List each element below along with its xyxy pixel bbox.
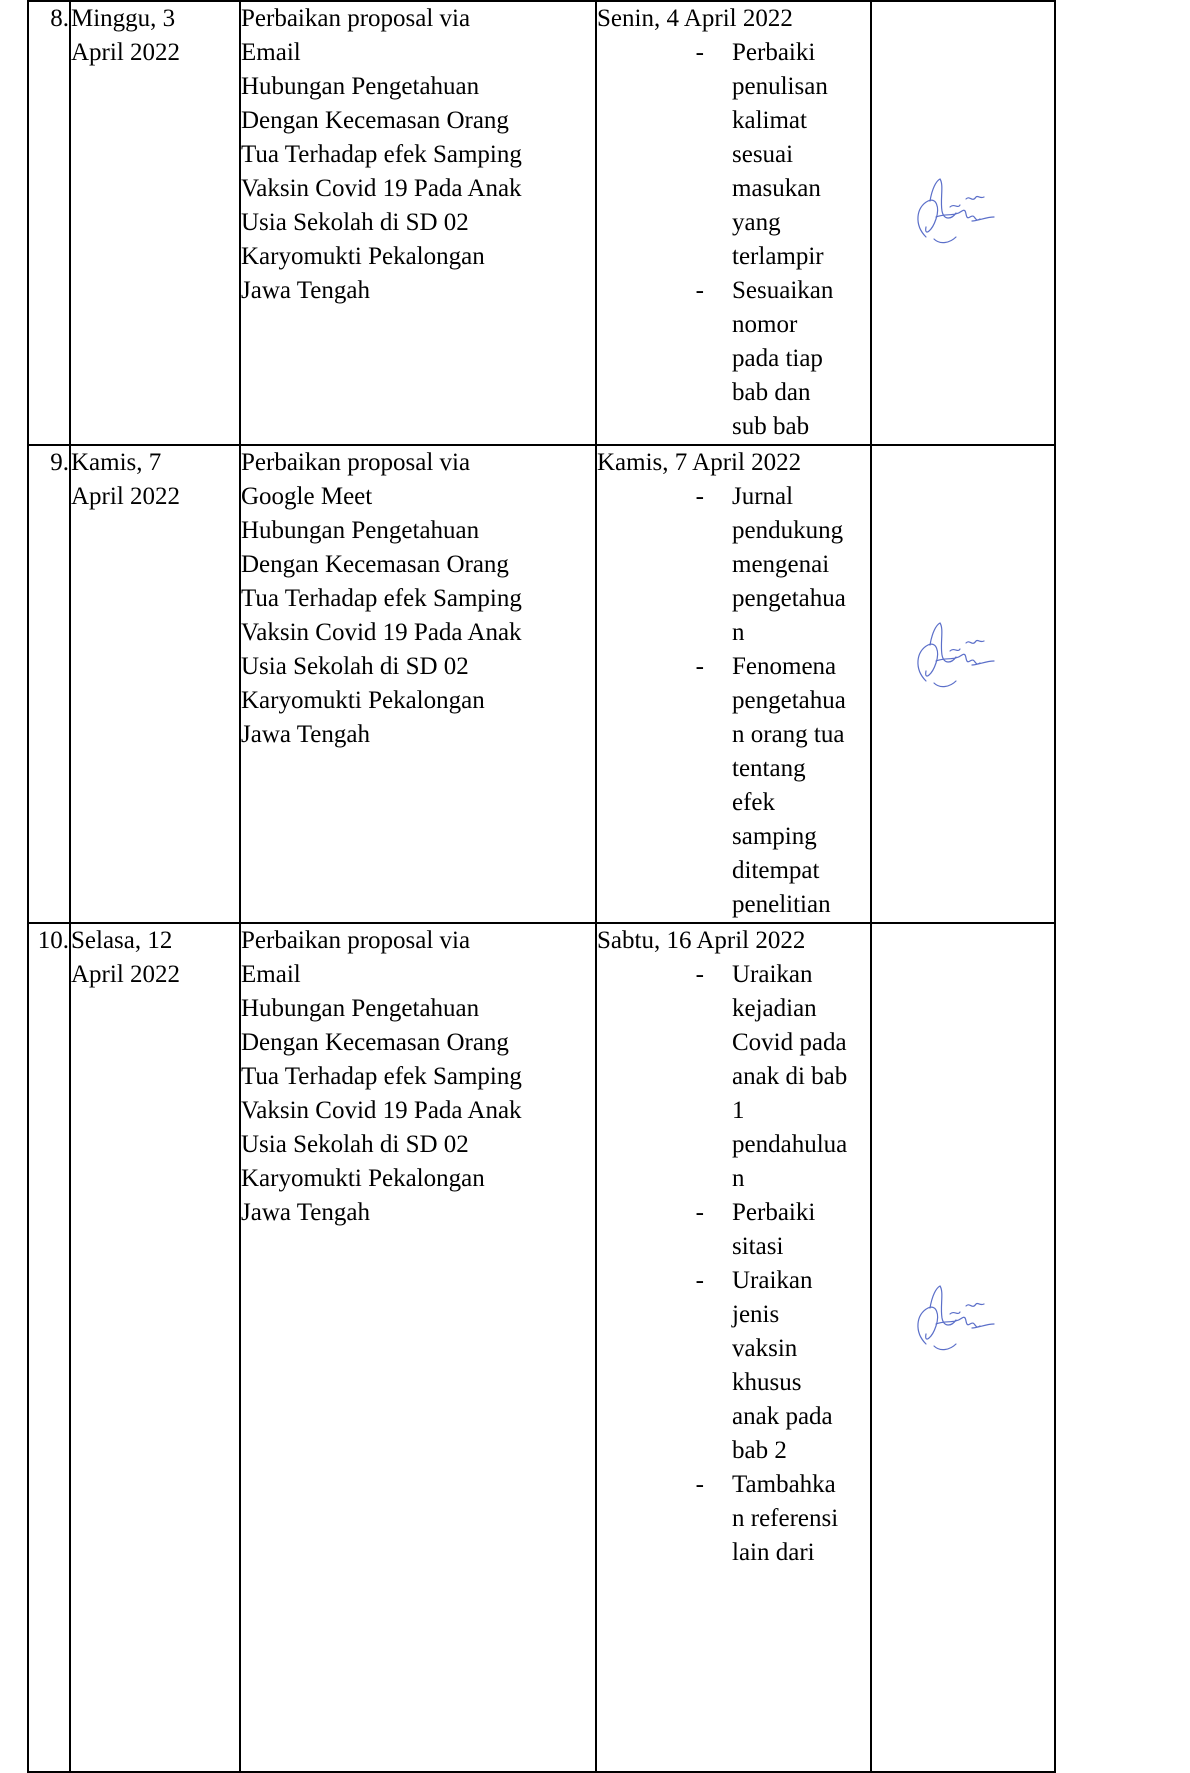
feedback-line: sitasi	[732, 1233, 784, 1260]
table-row	[28, 1, 1055, 445]
date-line: April 2022	[71, 39, 181, 66]
date-line: April 2022	[71, 961, 181, 988]
row-number-cell	[28, 923, 70, 1772]
bullet-dash: -	[695, 1199, 704, 1226]
feedback-item-text	[732, 36, 828, 274]
feedback-line: yang	[732, 209, 781, 236]
feedback-line: Perbaiki	[732, 1199, 816, 1226]
feedback-line: masukan	[732, 175, 821, 202]
date-cell	[70, 445, 240, 923]
feedback-item	[597, 1264, 870, 1468]
feedback-item	[597, 480, 870, 650]
feedback-line: samping	[732, 823, 817, 850]
activity-line: Dengan Kecemasan Orang	[241, 107, 509, 134]
activity-line: Vaksin Covid 19 Pada Anak	[241, 619, 522, 646]
row-number: 9.	[50, 449, 69, 476]
feedback-cell	[596, 1, 871, 445]
feedback-line: kejadian	[732, 995, 817, 1022]
feedback-line: lain dari	[732, 1539, 815, 1566]
feedback-line: ditempat	[732, 857, 820, 884]
date-line: Kamis, 7	[71, 449, 162, 476]
signature-cell	[871, 1, 1055, 445]
feedback-line: Fenomena	[732, 653, 837, 680]
feedback-date: Kamis, 7 April 2022	[597, 449, 802, 476]
table-body	[28, 1, 1055, 1772]
bullet-dash: -	[695, 483, 704, 510]
activity-cell	[240, 923, 596, 1772]
activity-line: Hubungan Pengetahuan	[241, 517, 480, 544]
feedback-line: mengenai	[732, 551, 830, 578]
row-number: 8.	[50, 5, 69, 32]
activity-line: Email	[241, 961, 301, 988]
feedback-line: Uraikan	[732, 961, 813, 988]
feedback-item	[597, 1196, 870, 1264]
activity-line: Vaksin Covid 19 Pada Anak	[241, 175, 522, 202]
activity-line: Perbaikan proposal via	[241, 449, 471, 476]
date-line: April 2022	[71, 483, 181, 510]
date-cell	[70, 1, 240, 445]
feedback-line: pendahulua	[732, 1131, 848, 1158]
activity-line: Vaksin Covid 19 Pada Anak	[241, 1097, 522, 1124]
table-row	[28, 445, 1055, 923]
activity-line: Hubungan Pengetahuan	[241, 73, 480, 100]
feedback-line: Perbaiki	[732, 39, 816, 66]
activity-line: Perbaikan proposal via	[241, 5, 471, 32]
feedback-item	[597, 650, 870, 922]
activity-line: Email	[241, 39, 301, 66]
feedback-line: n	[732, 1165, 745, 1192]
feedback-line: penelitian	[732, 891, 831, 918]
date-line: Minggu, 3	[71, 5, 176, 32]
feedback-item-text	[732, 1264, 833, 1468]
feedback-item-text	[732, 1468, 838, 1570]
feedback-line: pengetahua	[732, 687, 846, 714]
feedback-line: anak pada	[732, 1403, 833, 1430]
feedback-line: nomor	[732, 311, 798, 338]
date-line: Selasa, 12	[71, 927, 173, 954]
feedback-line: n	[732, 619, 745, 646]
signature-cell	[871, 445, 1055, 923]
activity-line: Usia Sekolah di SD 02	[241, 209, 469, 236]
feedback-line: n orang tua	[732, 721, 845, 748]
feedback-line: Covid pada	[732, 1029, 847, 1056]
feedback-line: efek	[732, 789, 776, 816]
feedback-line: bab 2	[732, 1437, 787, 1464]
feedback-date: Sabtu, 16 April 2022	[597, 927, 806, 954]
activity-line: Tua Terhadap efek Samping	[241, 141, 522, 168]
feedback-line: bab dan	[732, 379, 811, 406]
feedback-line: Sesuaikan	[732, 277, 834, 304]
activity-line: Dengan Kecemasan Orang	[241, 551, 509, 578]
consultation-log-table	[27, 0, 1056, 1773]
signature-image	[906, 621, 1001, 691]
feedback-line: 1	[732, 1097, 745, 1124]
feedback-line: kalimat	[732, 107, 807, 134]
feedback-date: Senin, 4 April 2022	[597, 5, 793, 32]
feedback-item	[597, 36, 870, 274]
feedback-line: pada tiap	[732, 345, 823, 372]
feedback-line: tentang	[732, 755, 806, 782]
feedback-line: vaksin	[732, 1335, 798, 1362]
activity-line: Tua Terhadap efek Samping	[241, 585, 522, 612]
feedback-item-text	[732, 274, 833, 444]
feedback-line: khusus	[732, 1369, 802, 1396]
feedback-line: sesuai	[732, 141, 794, 168]
activity-line: Usia Sekolah di SD 02	[241, 653, 469, 680]
bullet-dash: -	[695, 1267, 704, 1294]
bullet-dash: -	[695, 1471, 704, 1498]
feedback-line: sub bab	[732, 413, 810, 440]
feedback-item-text	[732, 480, 846, 650]
feedback-item-text	[732, 1196, 815, 1264]
feedback-cell	[596, 923, 871, 1772]
activity-line: Tua Terhadap efek Samping	[241, 1063, 522, 1090]
activity-line: Karyomukti Pekalongan	[241, 687, 485, 714]
bullet-dash: -	[695, 277, 704, 304]
activity-line: Dengan Kecemasan Orang	[241, 1029, 509, 1056]
feedback-line: penulisan	[732, 73, 828, 100]
activity-line: Usia Sekolah di SD 02	[241, 1131, 469, 1158]
feedback-line: terlampir	[732, 243, 824, 270]
activity-cell	[240, 445, 596, 923]
feedback-item-text	[732, 958, 847, 1196]
feedback-line: Tambahka	[732, 1471, 836, 1498]
table-row	[28, 923, 1055, 1772]
feedback-line: pendukung	[732, 517, 844, 544]
row-number: 10.	[37, 927, 69, 954]
feedback-item	[597, 274, 870, 444]
activity-line: Google Meet	[241, 483, 373, 510]
feedback-line: pengetahua	[732, 585, 846, 612]
activity-cell	[240, 1, 596, 445]
signature-image	[906, 1284, 1001, 1354]
feedback-line: anak di bab	[732, 1063, 848, 1090]
activity-line: Karyomukti Pekalongan	[241, 1165, 485, 1192]
bullet-dash: -	[695, 39, 704, 66]
bullet-dash: -	[695, 653, 704, 680]
feedback-line: n referensi	[732, 1505, 839, 1532]
feedback-item	[597, 1468, 870, 1570]
feedback-item-text	[732, 650, 846, 922]
signature-cell	[871, 923, 1055, 1772]
feedback-line: jenis	[732, 1301, 780, 1328]
activity-line: Jawa Tengah	[241, 721, 370, 748]
activity-line: Jawa Tengah	[241, 277, 370, 304]
activity-line: Perbaikan proposal via	[241, 927, 471, 954]
signature-image	[906, 177, 1001, 247]
row-number-cell	[28, 445, 70, 923]
bullet-dash: -	[695, 961, 704, 988]
activity-line: Jawa Tengah	[241, 1199, 370, 1226]
activity-line: Hubungan Pengetahuan	[241, 995, 480, 1022]
feedback-line: Jurnal	[732, 483, 794, 510]
row-number-cell	[28, 1, 70, 445]
date-cell	[70, 923, 240, 1772]
feedback-line: Uraikan	[732, 1267, 813, 1294]
feedback-cell	[596, 445, 871, 923]
activity-line: Karyomukti Pekalongan	[241, 243, 485, 270]
feedback-item	[597, 958, 870, 1196]
